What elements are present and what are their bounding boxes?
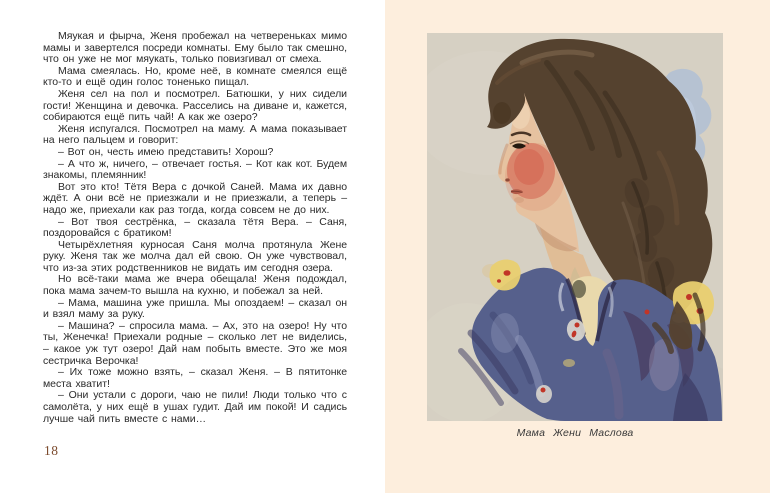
story-paragraph: Вот это кто! Тётя Вера с дочкой Саней. Мама их давно ждёт. А они всё не приезжали и не приезжали, а теперь – надо же, приехали как раз тогда, когда совсем не до них. (43, 180, 347, 216)
story-paragraph: Мяукая и фырча, Женя пробежал на четвереньках мимо мамы и завертелся посреди комнаты. Ему было так смешно, что он уже не мог мяукать, только повизгивал от смеха. (43, 30, 347, 66)
page-number: 18 (44, 443, 59, 458)
underlip-shade (514, 197, 524, 203)
right-page (385, 0, 770, 493)
story-paragraph: – Машина? – спросила мама. – Ах, это на озеро! Ну что ты, Женечка! Приехали родные – сколько лет не виделись, – какое уж тут озеро! Дай нам побыть вместе. Это же моя сестричка Верочка! (43, 319, 347, 367)
story-paragraph: – Вот твоя сестрёнка, – сказала тётя Вера. – Саня, поздоровайся с братиком! (43, 215, 347, 240)
collar-shadow (572, 280, 586, 298)
story-paragraph: Мама смеялась. Но, кроме неё, в комнате смеялся ещё кто-то и ещё один голос тоненько пищал. (43, 64, 347, 89)
flower-white-bottom (536, 385, 552, 403)
story-text (43, 31, 347, 425)
story-paragraph: – Их тоже можно взять, – сказал Женя. – В пятитонке места хватит! (43, 366, 347, 390)
story-paragraph: Четырёхлетняя курносая Саня молча протянула Жене руку. Женя так же молча дал ей свою. Он уже чувствовал, что из-за этих родственников не видать им сегодня озера. (43, 238, 347, 274)
forehead-curl (493, 102, 511, 124)
story-paragraph: – А что ж, ничего, – отвечает гостья. – Кот как кот. Будем знакомы, племянник! (43, 157, 347, 182)
story-paragraph: – Они устали с дороги, чаю не пили! Люди только что с самолёта, у них ещё в ушах гудит. Дай им покой! И садись лучше чай пить вместе с нами… (43, 389, 347, 425)
nostril (505, 178, 509, 181)
story-paragraph: – Вот он, честь имею представить! Хорош? (58, 145, 274, 158)
watercolor-portrait-illustration (427, 33, 723, 421)
illustration-caption: Мама Жени Маслова (516, 427, 634, 439)
story-paragraph: Женя сел на пол и посмотрел. Батюшки, у них сидели гости! Женщина и девочка. Расселись на диване и, кажется, собираются ещё пить чай! А как же озеро? (43, 87, 347, 124)
story-paragraph: – Мама, машина уже пришла. Мы опоздаем! – сказал он и взял маму за руку. (43, 296, 347, 321)
portrait-of-woman-profile (427, 33, 723, 421)
cheek-core (514, 149, 544, 185)
story-paragraph: Женя испугался. Посмотрел на маму. А мама показывает на него пальцем и говорит: (43, 122, 347, 147)
story-paragraph: Но всё-таки мама же вчера обещала! Женя подождал, пока мама зачем-то вышла на кухню, и побежал за ней. (43, 273, 347, 298)
